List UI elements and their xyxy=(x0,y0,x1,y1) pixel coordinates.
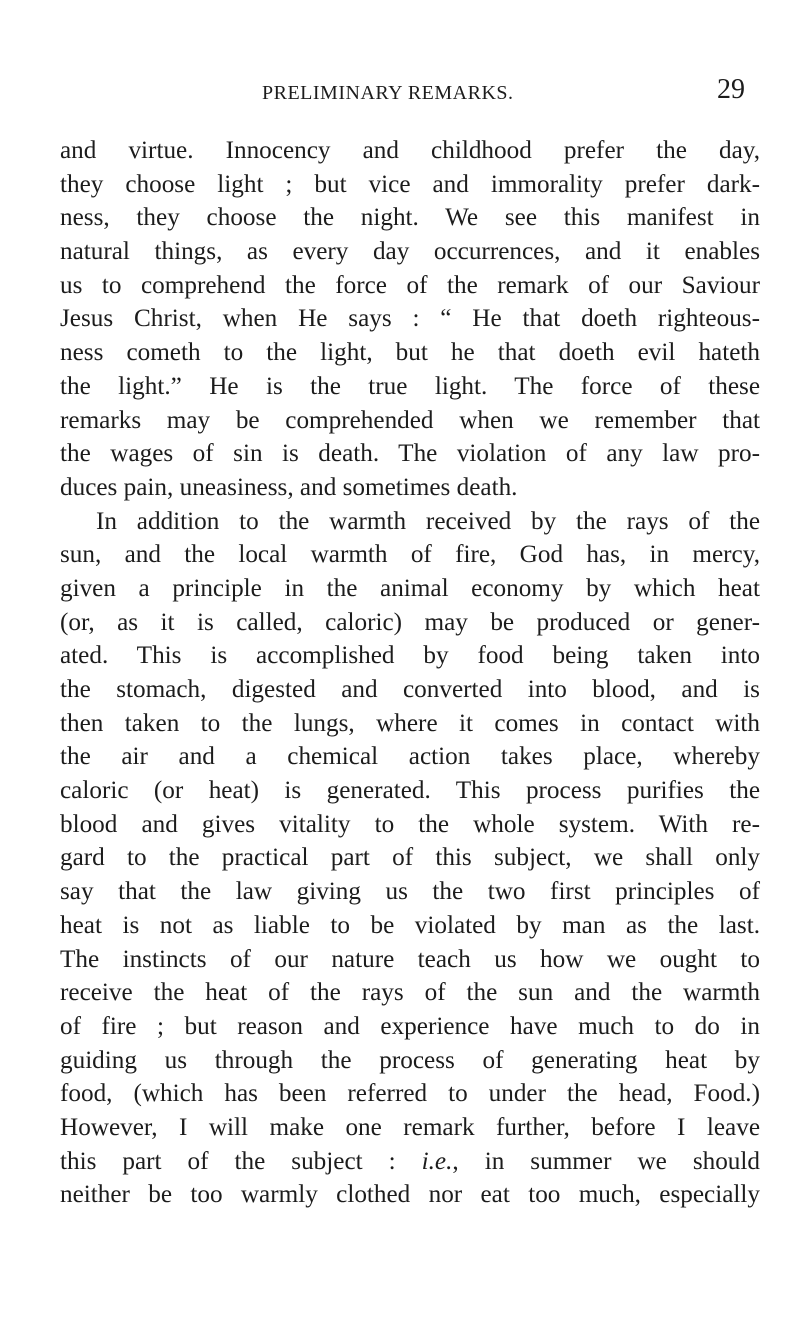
text-line: caloric (or heat) is generated. This process purifies the xyxy=(60,777,760,805)
text-line-paragraph-start: In addition to the warmth received by the rays of the xyxy=(96,507,760,535)
text-line: The instincts of our nature teach us how we ought to xyxy=(60,945,760,973)
italic-abbreviation: i.e. xyxy=(421,1147,453,1175)
text-line: then taken to the lungs, where it comes in contact with xyxy=(60,709,760,737)
text-line: sun, and the local warmth of fire, God has, in mercy, xyxy=(60,541,760,569)
text-line: the air and a chemical action takes place, whereby xyxy=(60,743,760,771)
text-line: However, I will make one remark further, before I leave xyxy=(60,1113,760,1141)
text-line: gard to the practical part of this subject, we shall only xyxy=(60,844,760,872)
text-line: they choose light ; but vice and immorality prefer dark- xyxy=(60,170,760,198)
text-line: ated. This is accomplished by food being taken into xyxy=(60,642,760,670)
text-line: the wages of sin is death. The violation of any law pro- xyxy=(60,440,760,468)
text-line-paragraph-end: duces pain, uneasiness, and sometimes death. xyxy=(60,473,518,501)
text-line: remarks may be comprehended when we remember that xyxy=(60,406,760,434)
text-line: neither be too warmly clothed nor eat too much, especially xyxy=(60,1181,760,1209)
text-line: given a principle in the animal economy by which heat xyxy=(60,574,760,602)
text-line: (or, as it is called, caloric) may be produced or gener- xyxy=(60,608,760,636)
text-line: and virtue. Innocency and childhood prefer the day, xyxy=(60,137,760,164)
text-line: ness, they choose the night. We see this manifest in xyxy=(60,204,760,232)
text-line: natural things, as every day occurrences, and it enables xyxy=(60,238,760,266)
text-line: ness cometh to the light, but he that doeth evil hateth xyxy=(60,339,760,367)
page-body xyxy=(60,134,760,1212)
text-line: Jesus Christ, when He says : “ He that doeth righteous- xyxy=(60,305,760,333)
running-title: PRELIMINARY REMARKS. xyxy=(262,82,514,104)
text-line: say that the law giving us the two first principles of xyxy=(60,878,760,906)
text-line: us to comprehend the force of the remark of our Saviour xyxy=(60,271,760,299)
text-line: of fire ; but reason and experience have much to do in xyxy=(60,1012,760,1040)
text-segment: this part of the subject : xyxy=(60,1147,422,1175)
text-line: the stomach, digested and converted into blood, and is xyxy=(60,676,760,703)
text-line-with-italic xyxy=(60,1145,760,1179)
text-line: blood and gives vitality to the whole system. With re- xyxy=(60,810,760,838)
text-line: the light.” He is the true light. The force of these xyxy=(60,372,760,400)
text-line: receive the heat of the rays of the sun and the warmth xyxy=(60,979,760,1007)
text-line: guiding us through the process of generating heat by xyxy=(60,1046,760,1074)
page-number: 29 xyxy=(717,74,745,105)
text-line: food, (which has been referred to under the head, Food.) xyxy=(60,1080,760,1108)
text-line: heat is not as liable to be violated by man as the last. xyxy=(60,911,760,939)
text-segment: , in summer we should xyxy=(452,1147,760,1175)
